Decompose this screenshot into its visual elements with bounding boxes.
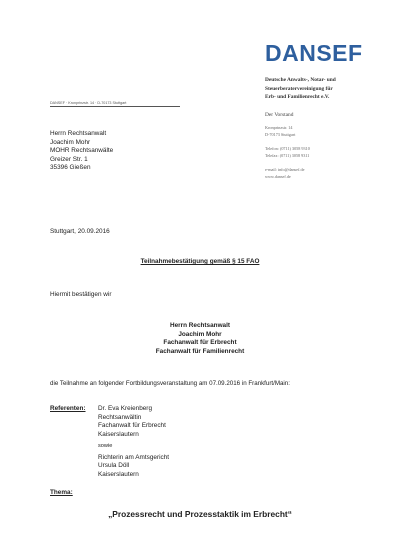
certified-person — [0, 322, 400, 356]
dansef-logo: DANSEF — [265, 40, 363, 66]
address-line: 35396 Gießen — [50, 164, 91, 171]
referents-label: Referenten: — [50, 405, 86, 412]
referent-line: Richterin am Amtsgericht — [98, 453, 170, 461]
referent-line: Ursula Döll — [98, 462, 130, 469]
confirm-text: Hiermit bestätigen wir — [50, 291, 112, 298]
participation-text: die Teilnahme an folgender Fortbildungsveranstaltung am 07.09.2016 in Frankfurt/Main: — [50, 380, 290, 387]
contact-line: e-mail: info@dansef.de — [265, 167, 305, 172]
recipient-line: Fachanwalt für Familienrecht — [155, 347, 245, 355]
referent-line: Dr. Eva Kreienberg — [98, 405, 152, 412]
recipient-line: Herrn Rechtsanwalt — [169, 322, 231, 329]
letter-date: Stuttgart, 20.09.2016 — [50, 228, 110, 235]
theme-title: „Prozessrecht und Prozesstaktik im Erbrecht“ — [108, 509, 292, 519]
association-name — [265, 76, 395, 102]
referent-line: Kaiserslautern — [98, 470, 139, 478]
board-label: Der Vorstand — [265, 112, 294, 118]
contact-line: Kronprinzstr. 14 — [265, 125, 293, 130]
document-heading: Teilnahmebestätigung gemäß § 15 FAO — [140, 258, 260, 265]
recipient-address — [50, 130, 113, 173]
contact-line: www.dansef.de — [265, 174, 291, 179]
referents-list — [98, 405, 169, 479]
contact-line: Telefax: (0711) 3058 9311 — [265, 153, 310, 158]
contact-line: D-70173 Stuttgart — [265, 132, 296, 137]
theme-label: Thema: — [50, 489, 73, 496]
recipient-line: Joachim Mohr — [178, 330, 222, 338]
contact-block — [265, 124, 395, 180]
referent-line: Rechtsanwältin — [98, 413, 142, 421]
referent-separator: sowie — [98, 443, 113, 449]
address-line: Herrn Rechtsanwalt — [50, 130, 107, 137]
recipient-line: Fachanwalt für Erbrecht — [163, 339, 237, 346]
contact-line: Telefon: (0711) 3058 9310 — [265, 146, 310, 151]
referent-first — [98, 405, 169, 439]
referent-second — [98, 454, 169, 480]
address-line: Joachim Mohr — [50, 138, 91, 146]
sender-return-line: DANSEF · Kronprinzstr. 14 · D-70173 Stuttgart — [50, 101, 180, 107]
referent-line: Fachanwalt für Erbrecht — [98, 422, 166, 429]
association-line: Erb- und Familienrecht e.V. — [265, 94, 330, 100]
address-line: Greizer Str. 1 — [50, 155, 88, 163]
association-line: Steuerberatervereinigung für — [265, 85, 333, 92]
association-line: Deutsche Anwalts-, Notar- und — [265, 77, 336, 83]
address-line: MOHR Rechtsanwälte — [50, 147, 114, 154]
referent-line: Kaiserslautern — [98, 430, 139, 438]
